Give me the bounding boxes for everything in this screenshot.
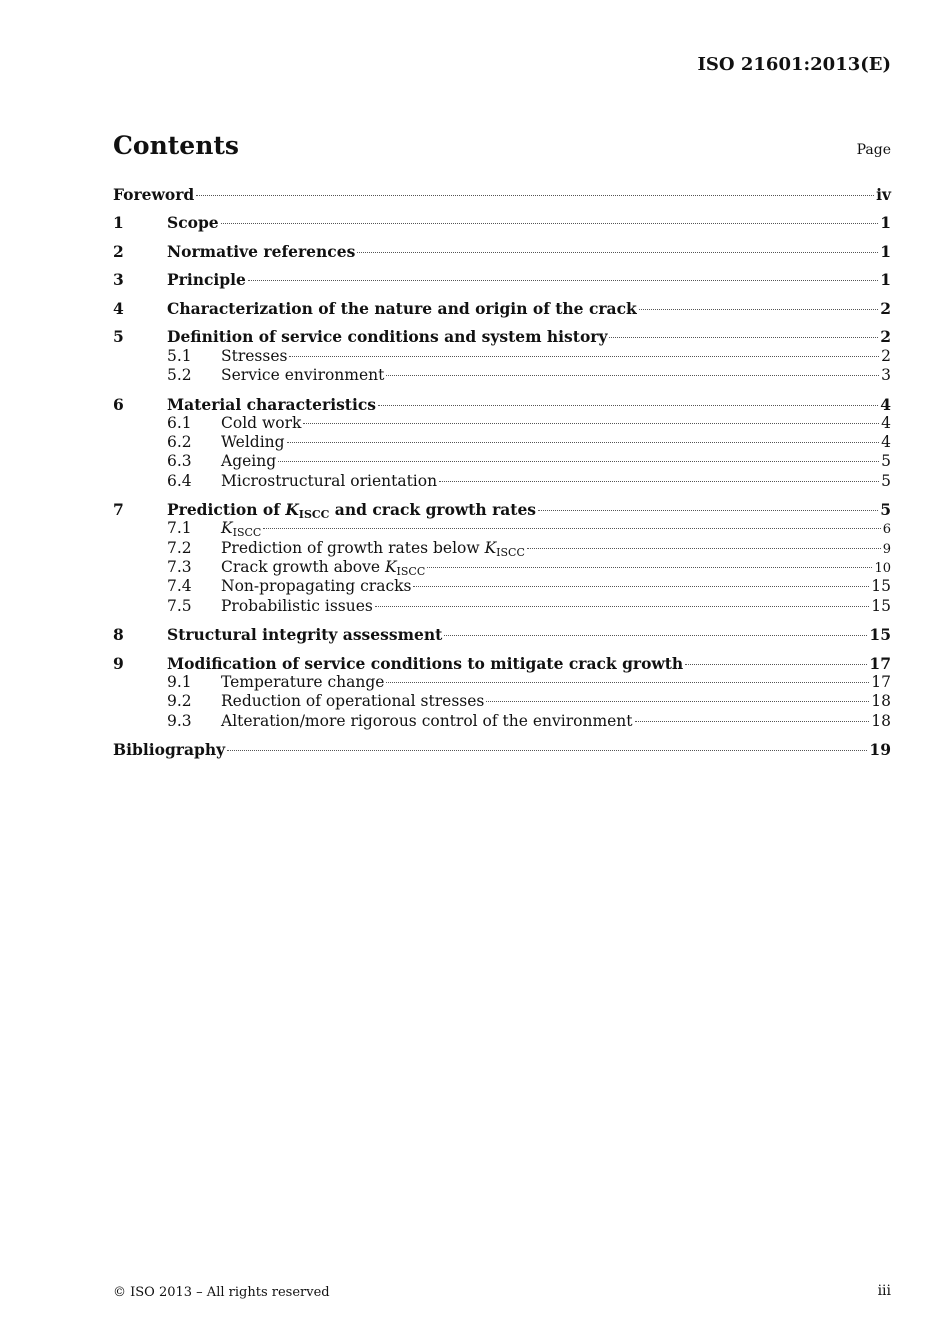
toc-entry-4[interactable] (113, 299, 891, 318)
toc-page: 2 (880, 298, 891, 318)
toc-number: 4 (113, 298, 124, 318)
leader-dots (289, 356, 879, 357)
toc-number: 7 (113, 500, 124, 520)
title-text: Crack growth above (221, 558, 385, 577)
k-symbol: K (384, 558, 397, 577)
toc-title: Non-propagating cracks (221, 577, 412, 596)
leader-dots (685, 664, 867, 665)
toc-number: 5.2 (167, 366, 192, 385)
toc-entry-7[interactable] (113, 500, 891, 522)
k-subscript: ISCC (298, 508, 330, 522)
toc-page: 15 (871, 577, 891, 596)
toc-number: 6.4 (167, 471, 192, 490)
toc-page: 17 (869, 653, 891, 673)
leader-dots (378, 405, 878, 406)
leader-dots (278, 461, 879, 462)
leader-dots (609, 337, 878, 338)
toc-number: 7.1 (167, 519, 192, 538)
toc-page: 3 (881, 366, 891, 385)
k-symbol: K (484, 538, 497, 557)
toc-page: 15 (871, 596, 891, 615)
toc-entry-7-4[interactable] (113, 577, 891, 596)
toc-page: 4 (881, 433, 891, 452)
toc-title: Probabilistic issues (221, 596, 373, 615)
table-of-contents (113, 185, 891, 759)
toc-title: Ageing (221, 452, 277, 471)
toc-title: Structural integrity assessment (167, 625, 443, 645)
toc-number: 9 (113, 653, 124, 673)
leader-dots (248, 280, 878, 281)
toc-number: 8 (113, 625, 124, 645)
toc-page: 1 (880, 241, 891, 261)
toc-number: 6.2 (167, 433, 192, 452)
leader-dots (427, 567, 872, 568)
toc-page: 1 (880, 270, 891, 290)
toc-title: Modification of service conditions to mitigate crack growth (167, 653, 684, 673)
k-symbol: K (285, 500, 299, 520)
toc-title: Normative references (167, 241, 356, 261)
leader-dots (227, 750, 867, 751)
leader-dots (287, 442, 880, 443)
title-text: and crack growth rates (329, 500, 537, 520)
toc-title: Definition of service conditions and system history (167, 327, 608, 347)
toc-title: Characterization of the nature and origin of the crack (167, 298, 637, 318)
toc-title: Temperature change (221, 672, 385, 691)
toc-title: Foreword (113, 185, 195, 204)
leader-dots (639, 309, 878, 310)
leader-dots (386, 375, 879, 376)
toc-page: 5 (880, 500, 891, 520)
toc-number: 3 (113, 270, 124, 290)
toc-number: 9.1 (167, 672, 192, 691)
toc-entry-5-1[interactable] (113, 347, 891, 366)
toc-title: Microstructural orientation (221, 471, 438, 490)
toc-number: 7.5 (167, 596, 192, 615)
toc-page: 6 (882, 522, 891, 538)
toc-number: 6 (113, 394, 124, 414)
title-text: Prediction of growth rates below (221, 538, 485, 557)
toc-title: Scope (167, 213, 219, 233)
leader-dots (221, 223, 879, 224)
toc-page: 5 (881, 452, 891, 471)
toc-page: 9 (882, 541, 891, 557)
toc-page: 2 (881, 346, 891, 365)
leader-dots (444, 635, 867, 636)
toc-entry-9-3[interactable] (113, 712, 891, 731)
toc-title: Reduction of operational stresses (221, 692, 485, 711)
toc-entry-3[interactable] (113, 270, 891, 289)
copyright-notice: © ISO 2013 – All rights reserved (113, 1285, 330, 1300)
toc-number: 9.3 (167, 711, 192, 730)
toc-entry-2[interactable] (113, 242, 891, 261)
toc-number: 5.1 (167, 346, 192, 365)
leader-dots (375, 606, 869, 607)
toc-entry-6-2[interactable] (113, 433, 891, 452)
toc-page: 19 (869, 740, 891, 759)
k-subscript: ISCC (396, 565, 426, 579)
toc-entry-bibliography[interactable] (113, 740, 891, 759)
toc-entry-foreword[interactable] (113, 185, 891, 204)
toc-number: 1 (113, 213, 124, 233)
toc-page: 5 (881, 471, 891, 490)
contents-heading: Contents (113, 131, 240, 160)
leader-dots (357, 252, 878, 253)
title-text: Prediction of (167, 500, 286, 520)
toc-title: Bibliography (113, 740, 226, 759)
toc-title: Service environment (221, 366, 385, 385)
toc-entry-5[interactable] (113, 327, 891, 346)
toc-entry-9[interactable] (113, 654, 891, 673)
toc-page: 18 (871, 692, 891, 711)
toc-title: Welding (221, 433, 285, 452)
toc-page: 4 (881, 413, 891, 432)
toc-number: 7.4 (167, 577, 192, 596)
toc-page: iv (876, 185, 891, 204)
toc-entry-9-2[interactable] (113, 692, 891, 711)
toc-page: 18 (871, 711, 891, 730)
toc-page: 2 (880, 327, 891, 347)
leader-dots (196, 195, 874, 196)
toc-number: 6.3 (167, 452, 192, 471)
toc-entry-7-2[interactable] (113, 539, 891, 558)
toc-number: 9.2 (167, 692, 192, 711)
toc-title: Alteration/more rigorous control of the environment (221, 711, 633, 730)
leader-dots (486, 701, 869, 702)
leader-dots (439, 481, 879, 482)
toc-number: 6.1 (167, 413, 192, 432)
leader-dots (263, 528, 880, 529)
toc-title: Principle (167, 270, 246, 290)
leader-dots (413, 586, 869, 587)
k-subscript: ISCC (232, 526, 262, 540)
leader-dots (635, 721, 870, 722)
toc-title: Cold work (221, 413, 302, 432)
toc-title: Material characteristics (167, 394, 377, 414)
toc-entry-6-3[interactable] (113, 452, 891, 471)
leader-dots (538, 510, 878, 511)
toc-title: Stresses (221, 346, 288, 365)
toc-entry-5-2[interactable] (113, 366, 891, 385)
toc-entry-9-1[interactable] (113, 673, 891, 692)
document-id: ISO 21601:2013(E) (697, 54, 891, 75)
leader-dots (386, 682, 869, 683)
toc-entry-7-5[interactable] (113, 597, 891, 616)
page-column-label: Page (856, 142, 891, 158)
leader-dots (303, 423, 879, 424)
toc-entry-6-4[interactable] (113, 472, 891, 491)
toc-number: 5 (113, 327, 124, 347)
k-subscript: ISCC (496, 545, 525, 559)
toc-number: 7.3 (167, 558, 192, 577)
toc-entry-6-1[interactable] (113, 414, 891, 433)
toc-page: 15 (869, 625, 891, 645)
toc-number: 7.2 (167, 538, 192, 557)
toc-entry-1[interactable] (113, 213, 891, 232)
toc-page: 4 (880, 394, 891, 414)
page-number: iii (877, 1283, 891, 1299)
toc-entry-8[interactable] (113, 625, 891, 644)
leader-dots (527, 548, 881, 549)
k-symbol: K (221, 519, 233, 538)
toc-page: 10 (874, 561, 891, 577)
toc-number: 2 (113, 241, 124, 261)
toc-page: 17 (871, 672, 891, 691)
toc-entry-6[interactable] (113, 395, 891, 414)
toc-page: 1 (880, 213, 891, 233)
